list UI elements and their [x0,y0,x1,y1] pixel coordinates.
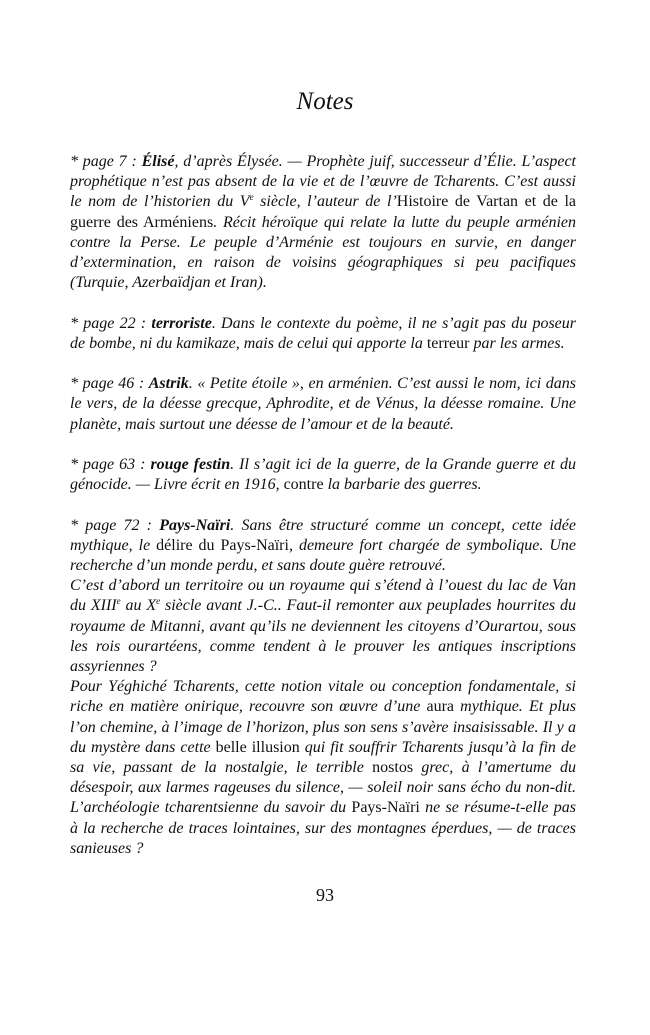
note-text: grec, à l’amertume du désespoir, aux larmes rageuses du silence, — soleil noir sans écho du non-dit. L’archéologie tcharentsienne du savoir du [70,759,576,817]
note-text: C’est d’abord un territoire ou un royaume qui s’étend à l’ouest du lac de Van du XIII [70,577,576,615]
note-entry [70,455,576,495]
note-paragraph [70,576,576,677]
note-text: , d’après Élysée. — Prophète juif, successeur d’Élie. L’aspect prophétique n’est pas absent de la vie et de l’œuvre de Tcharents. C’est aussi le nom de l’historien du V [70,153,576,211]
roman-text: Pays-Naïri [351,799,420,817]
note-text: . Récit héroïque qui relate la lutte du peuple arménien contre la Perse. Le peuple d’Arménie est toujours en survie, en danger d’extermination, en raison de voisins géographiques si peu pacifiques (Turquie, Azerbaïdjan et Iran). [70,213,576,292]
roman-text: terreur [426,334,470,352]
note-term: Élisé [141,153,175,170]
roman-text: aura [426,698,455,716]
note-entry [70,374,576,435]
note-paragraph [70,677,576,859]
note-entry [70,314,576,354]
note-text: . Il s’agit ici de la guerre, de la Grande guerre et du génocide. — Livre écrit en 1916, [70,456,577,494]
note-text: . « Petite étoile », en arménien. C’est aussi le nom, ici dans le vers, de la déesse grecque, Aphrodite, et de Vénus, la déesse romaine. Une planète, mais surtout une déesse de l’amour et de la beauté. [70,375,577,433]
notes-list [70,152,576,879]
note-text: qui fit souffrir Tcharents jusqu’à la fin de sa vie, passant de la nostalgie, le terrible [70,738,576,777]
roman-text: Histoire de Vartan et de la guerre des Arméniens [70,193,577,231]
note-term: terroriste [151,314,212,332]
note-text: au X [120,597,157,615]
note-reference: * page 72 : [70,516,160,534]
note-text: . Dans le contexte du poème, il ne s’agit pas du poseur de bombe, ni du kamikaze, mais de celui qui apporte la [70,314,576,352]
note-reference: * page 63 : [70,456,151,473]
note-reference: * page 22 : [70,314,152,332]
note-text: siècle avant J.-C.. Faut-il remonter aux peuplades hourrites du royaume de Mitanni, avant qu’ils ne deviennent les citoyens d’Ourartou, sous les rois ourartéens, comme tendent à le prouver les antiques inscriptions assyriennes ? [70,597,577,676]
note-text: la barbarie des guerres. [323,476,482,494]
note-text: par les armes. [469,334,565,352]
note-text: Pour Yéghiché Tcharents, cette notion vitale ou conception fondamentale, si riche en matière onirique, recouvre son œuvre d’une [70,678,576,716]
roman-text: belle illusion [215,738,300,756]
note-entry [70,516,576,859]
roman-text: contre [283,476,324,494]
note-paragraph [70,455,576,495]
note-term: rouge festin [150,456,231,473]
note-text: , demeure fort chargée de symbolique. Une recherche d’un monde perdu, et sans doute guère retrouvé. [70,536,576,574]
superscript-text: e [249,192,254,203]
note-reference: * page 46 : [70,375,149,393]
note-paragraph [70,152,576,293]
note-term: Pays-Naïri [159,516,231,534]
note-paragraph [70,314,576,354]
roman-text: nostos [372,759,414,777]
note-reference: * page 7 : [70,153,142,170]
roman-text: délire du Pays-Naïri [156,536,289,554]
superscript-text: e [156,596,161,607]
note-paragraph [70,516,576,577]
note-paragraph [70,374,576,435]
note-text: mythique. Et plus l’on chemine, à l’image de l’horizon, plus son sens s’avère insaisissable. Il y a du mystère dans cette [70,698,576,756]
note-term: Astrik [148,375,189,393]
page-title: Notes [296,88,354,115]
note-text: siècle, l’auteur de l’ [253,193,397,211]
superscript-text: e [116,596,121,607]
note-text: . Sans être structuré comme un concept, cette idée mythique, le [70,516,576,554]
note-entry [70,152,576,293]
note-text: ne se résume-t-elle pas à la recherche de traces lointaines, sur des montagnes éperdues, — de traces sanieuses ? [70,799,577,857]
page-number: 93 [316,885,334,905]
